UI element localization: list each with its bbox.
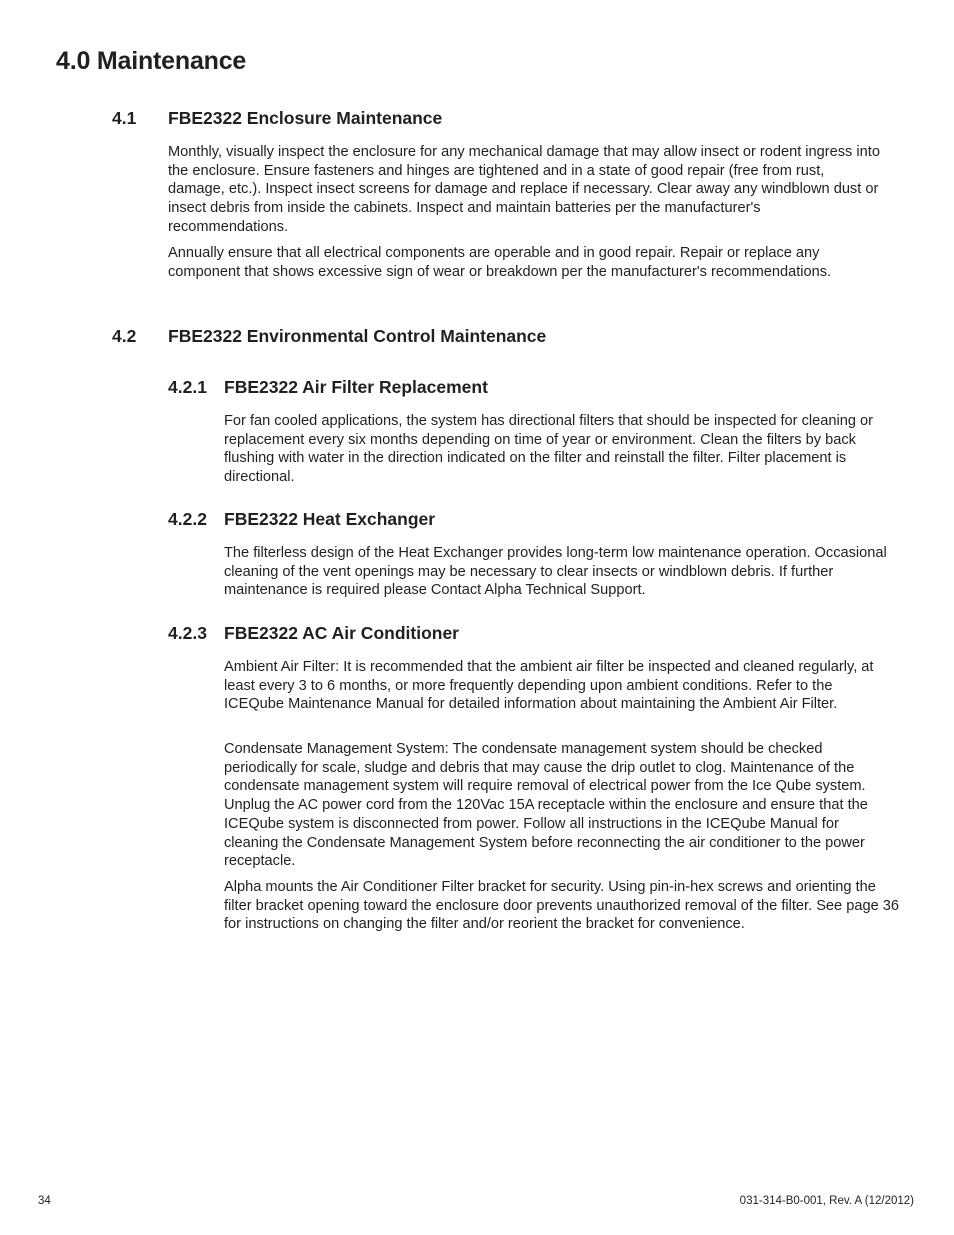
section-heading-4-2 xyxy=(112,326,812,348)
section-heading-4-2-1 xyxy=(168,377,818,399)
section-number: 4.2.3 xyxy=(168,623,207,643)
paragraph: Ambient Air Filter: It is recommended that the ambient air filter be inspected and cleaned regularly, at least every 3 to 6 months, or more frequently depending upon ambient conditions. Refer to the ICEQube Maintenance Manual for detailed information about maintaining the Ambient Air Filter. xyxy=(224,659,874,713)
section-number: 4.2.2 xyxy=(168,509,207,529)
section-number: 4.2 xyxy=(112,326,137,346)
section-heading-4-2-3 xyxy=(168,623,818,645)
section-title: FBE2322 AC Air Conditioner xyxy=(224,623,459,643)
section-number: 4.2.1 xyxy=(168,377,207,397)
page-title: 4.0 Maintenance xyxy=(56,47,247,75)
section-number: 4.1 xyxy=(112,108,137,128)
section-title: FBE2322 Air Filter Replacement xyxy=(224,377,488,397)
section-heading-4-2-2 xyxy=(168,509,818,531)
paragraph: Alpha mounts the Air Conditioner Filter bracket for security. Using pin-in-hex screws and orienting the filter bracket opening toward the enclosure door prevents unauthorized removal of the filter. See page 36 for instructions on changing the filter and/or reorient the bracket for convenience. xyxy=(224,879,899,933)
paragraph: The filterless design of the Heat Exchanger provides long-term low maintenance operation. Occasional cleaning of the vent openings may be necessary to clear insects or windblown debris. If further maintenance is required please Contact Alpha Technical Support. xyxy=(224,545,887,599)
paragraph: Condensate Management System: The condensate management system should be checked periodically for scale, sludge and debris that may cause the drip outlet to clog. Maintenance of the condensate management system will require removal of electrical power from the Ice Qube system. Unplug the AC power cord from the 120Vac 15A receptacle within the enclosure and ensure that the ICEQube system is disconnected from power. Follow all instructions in the ICEQube Manual for cleaning the Condensate Management System before reconnecting the air conditioner to the power receptacle. xyxy=(224,741,868,870)
paragraph: Annually ensure that all electrical components are operable and in good repair. Repair or replace any component that shows excessive sign of wear or breakdown per the manufacturer's recommendations. xyxy=(168,245,832,280)
section-title: FBE2322 Enclosure Maintenance xyxy=(168,108,443,128)
section-title: FBE2322 Environmental Control Maintenance xyxy=(168,326,547,346)
section-heading-4-1 xyxy=(112,108,812,130)
page-number: 34 xyxy=(38,1195,51,1207)
document-id: 031-314-B0-001, Rev. A (12/2012) xyxy=(739,1195,914,1207)
paragraph: For fan cooled applications, the system has directional filters that should be inspected for cleaning or replacement every six months depending on time of year or environment. Clean the filters by back flushing with water in the direction indicated on the filter and reinstall the filter. Filter placement is directional. xyxy=(224,413,873,486)
section-title: FBE2322 Heat Exchanger xyxy=(224,509,436,529)
paragraph: Monthly, visually inspect the enclosure for any mechanical damage that may allow insect or rodent ingress into the enclosure. Ensure fasteners and hinges are tightened and in a state of good repair (free from rust, damage, etc.). Inspect insect screens for damage and replace if necessary. Clear away any windblown dust or insect debris from inside the cabinets. Inspect and maintain batteries per the manufacturer's recommendations. xyxy=(168,144,880,235)
